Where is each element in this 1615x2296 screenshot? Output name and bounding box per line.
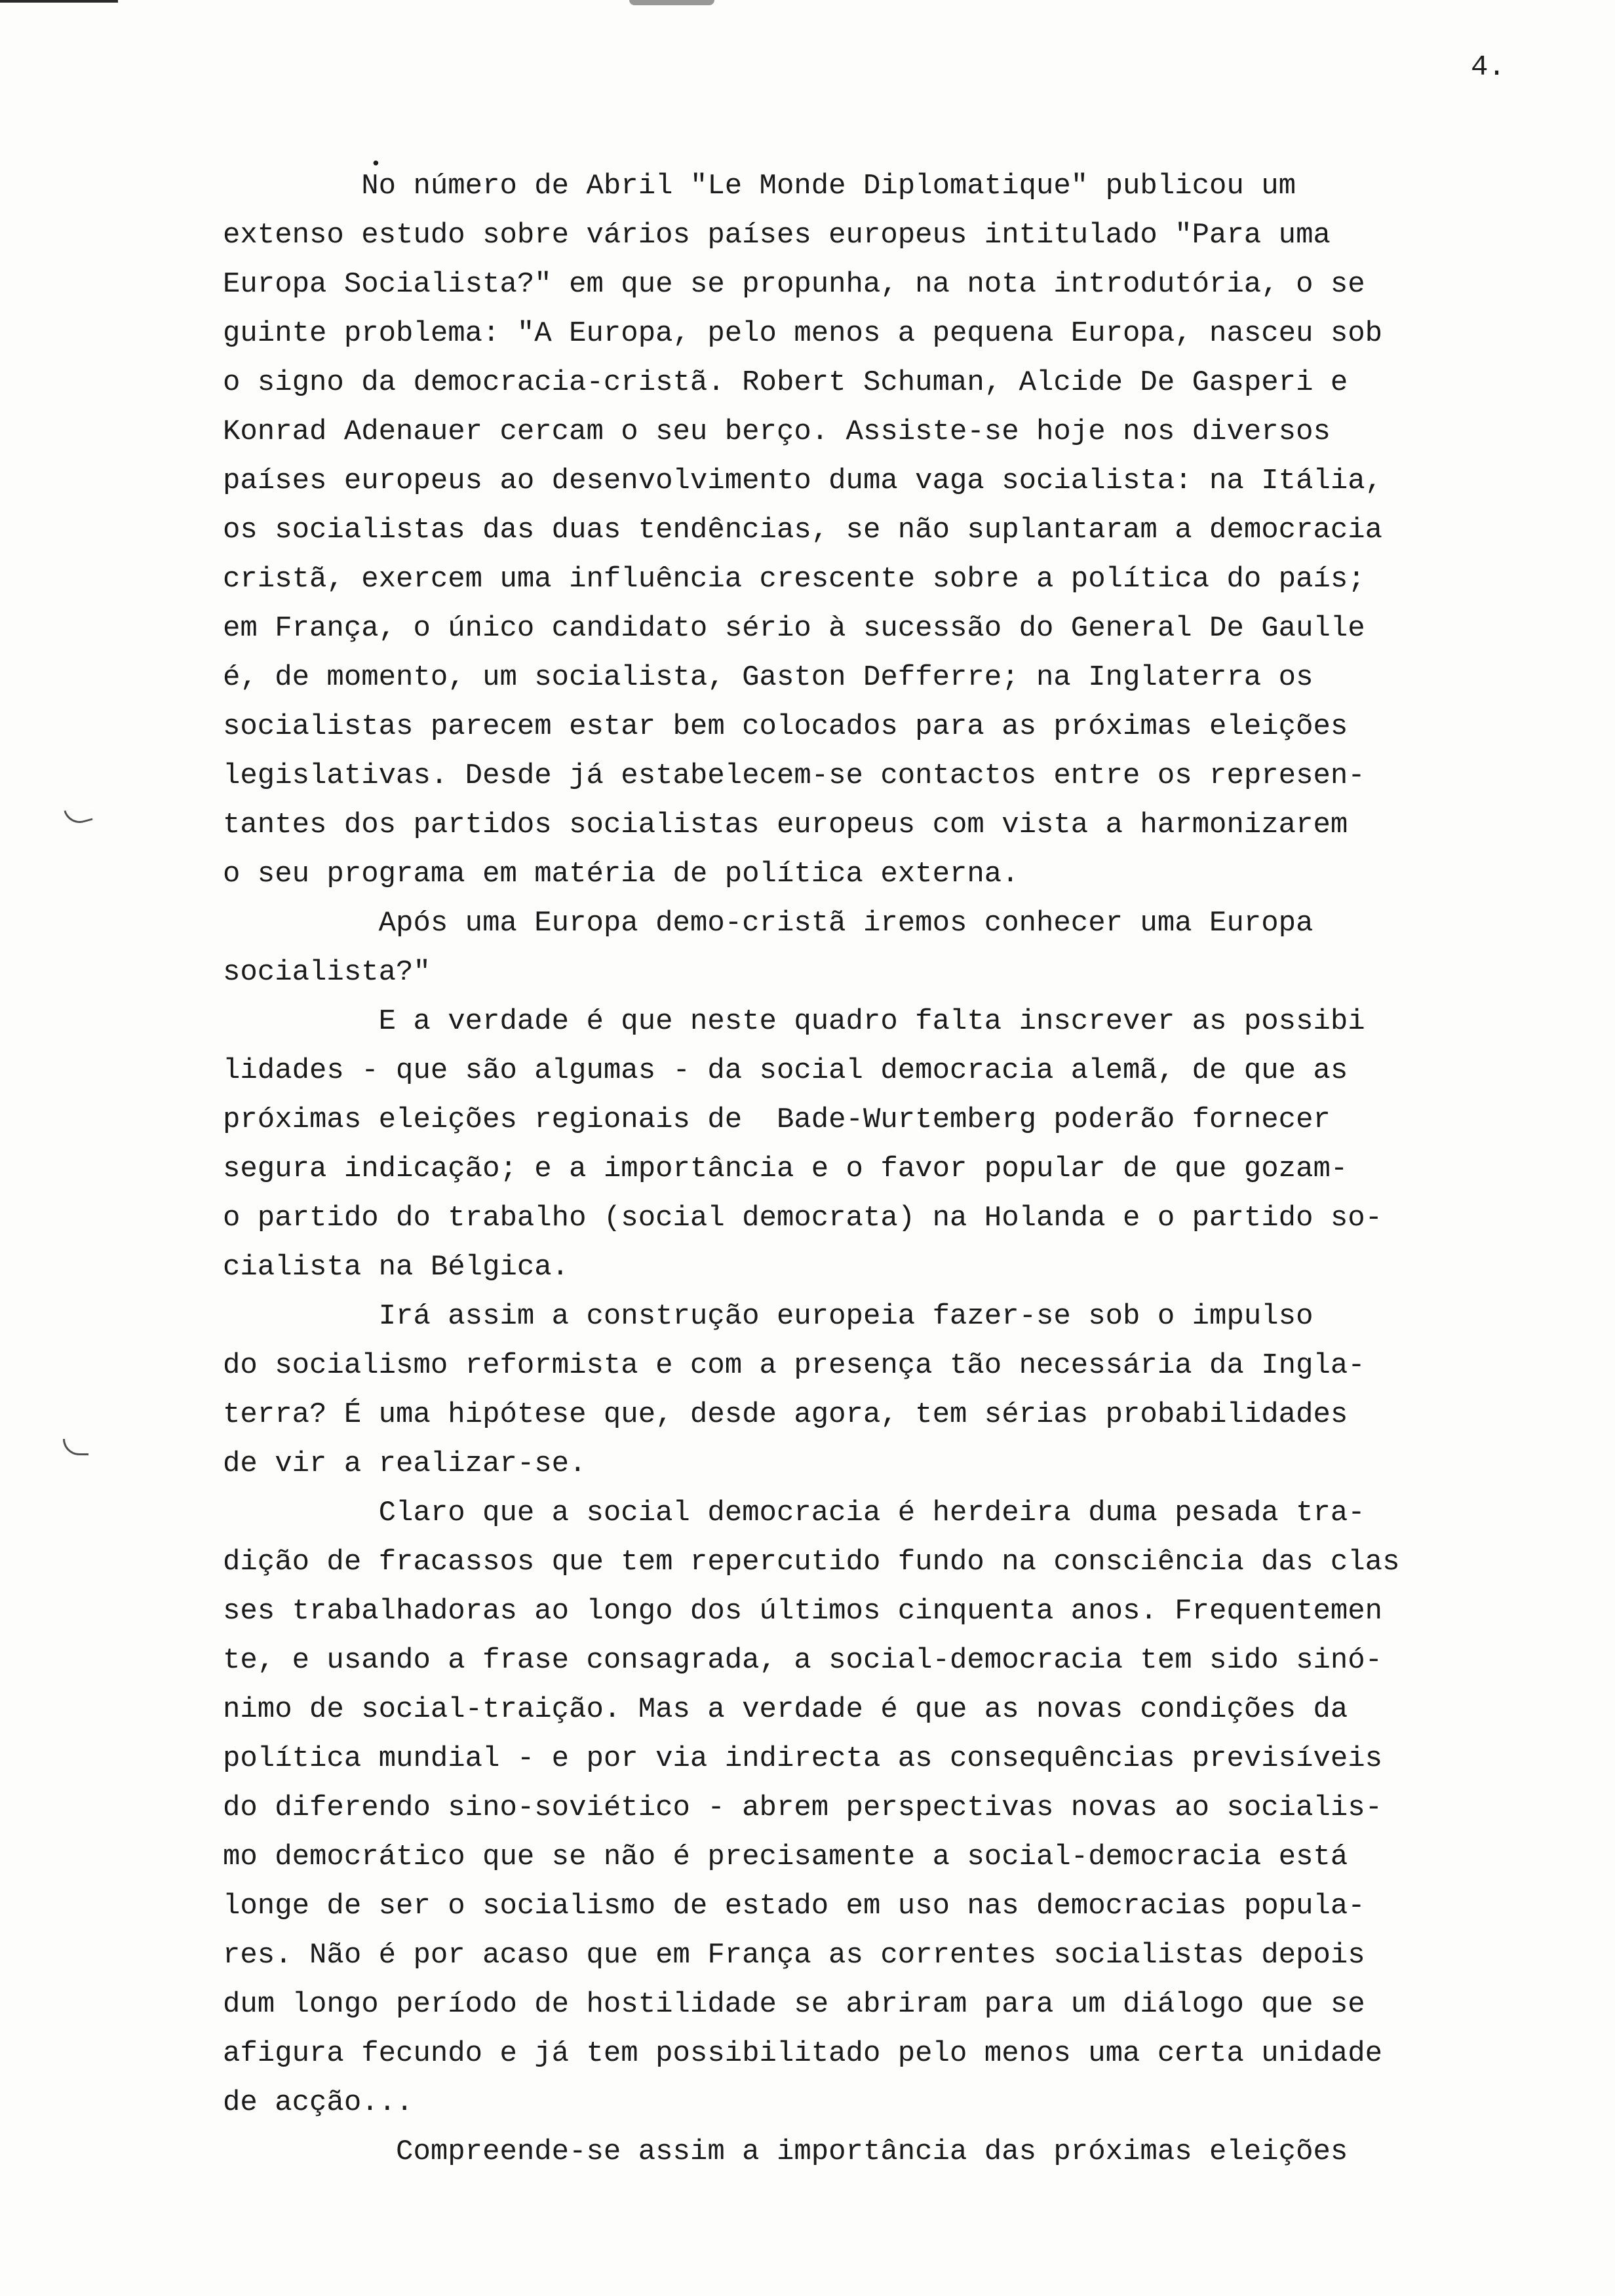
text-line: em França, o único candidato sério à sucessão do General De Gaulle: [223, 612, 1365, 645]
text-line: socialista?": [223, 956, 431, 989]
text-line: é, de momento, um socialista, Gaston Defferre; na Inglaterra os: [223, 661, 1313, 694]
margin-mark: •: [370, 155, 381, 175]
text-line: de vir a realizar-se.: [223, 1447, 587, 1480]
text-line: E a verdade é que neste quadro falta inscrever as possibi: [223, 1005, 1365, 1038]
text-line: próximas eleições regionais de Bade-Wurtemberg poderão fornecer: [223, 1103, 1331, 1136]
text-line: dição de fracassos que tem repercutido fundo na consciência das clas: [223, 1546, 1400, 1578]
text-line: legislativas. Desde já estabelecem-se contactos entre os represen-: [223, 759, 1365, 792]
text-line: Claro que a social democracia é herdeira duma pesada tra-: [223, 1497, 1365, 1529]
page-number: 4.: [1471, 51, 1506, 84]
text-line: longe de ser o socialismo de estado em uso nas democracias popula-: [223, 1890, 1365, 1923]
text-line: Compreende-se assim a importância das próximas eleições: [223, 2135, 1348, 2168]
text-line: segura indicação; e a importância e o favor popular de que gozam-: [223, 1153, 1348, 1185]
text-line: do socialismo reformista e com a presença tão necessária da Ingla-: [223, 1349, 1365, 1382]
text-line: lidades - que são algumas - da social democracia alemã, de que as: [223, 1054, 1348, 1087]
text-line: nimo de social-traição. Mas a verdade é que as novas condições da: [223, 1693, 1348, 1726]
text-line: guinte problema: "A Europa, pelo menos a pequena Europa, nasceu sob: [223, 317, 1383, 350]
text-line: tantes dos partidos socialistas europeus com vista a harmonizarem: [223, 809, 1348, 841]
text-line: os socialistas das duas tendências, se não suplantaram a democracia: [223, 514, 1383, 546]
text-line: Europa Socialista?" em que se propunha, na nota introdutória, o se: [223, 268, 1365, 301]
text-line: do diferendo sino-soviético - abrem perspectivas novas ao socialis-: [223, 1791, 1383, 1824]
text-line: cristã, exercem uma influência crescente sobre a política do país;: [223, 563, 1365, 596]
text-line: socialistas parecem estar bem colocados para as próximas eleições: [223, 710, 1348, 743]
binder-hole-mark: [64, 804, 92, 826]
text-line: Konrad Adenauer cercam o seu berço. Assiste-se hoje nos diversos: [223, 415, 1331, 448]
text-line: afigura fecundo e já tem possibilitado pelo menos uma certa unidade: [223, 2037, 1383, 2070]
text-line: Irá assim a construção europeia fazer-se sob o impulso: [223, 1300, 1313, 1333]
text-line: No número de Abril "Le Monde Diplomatique" publicou um: [223, 170, 1296, 202]
text-line: cialista na Bélgica.: [223, 1251, 570, 1284]
binder-hole-mark: [63, 1439, 88, 1455]
text-line: mo democrático que se não é precisamente a social-democracia está: [223, 1841, 1348, 1873]
top-edge-rule: [0, 0, 118, 3]
text-line: o signo da democracia-cristã. Robert Schuman, Alcide De Gasperi e: [223, 366, 1348, 399]
text-line: o partido do trabalho (social democrata) na Holanda e o partido so-: [223, 1202, 1383, 1234]
top-edge-smudge: [629, 0, 714, 5]
text-line: política mundial - e por via indirecta as consequências previsíveis: [223, 1742, 1383, 1775]
text-line: países europeus ao desenvolvimento duma vaga socialista: na Itália,: [223, 465, 1383, 497]
text-line: ses trabalhadoras ao longo dos últimos cinquenta anos. Frequentemen: [223, 1595, 1383, 1628]
text-line: te, e usando a frase consagrada, a social-democracia tem sido sinó-: [223, 1644, 1383, 1677]
text-line: Após uma Europa demo-cristã iremos conhecer uma Europa: [223, 907, 1313, 940]
text-line: extenso estudo sobre vários países europeus intitulado "Para uma: [223, 219, 1331, 252]
text-line: res. Não é por acaso que em França as correntes socialistas depois: [223, 1939, 1365, 1972]
body-text: [223, 162, 1586, 2177]
text-line: de acção...: [223, 2086, 414, 2119]
text-line: terra? É uma hipótese que, desde agora, tem sérias probabilidades: [223, 1398, 1348, 1431]
text-line: dum longo período de hostilidade se abriram para um diálogo que se: [223, 1988, 1365, 2021]
text-line: o seu programa em matéria de política externa.: [223, 858, 1019, 890]
